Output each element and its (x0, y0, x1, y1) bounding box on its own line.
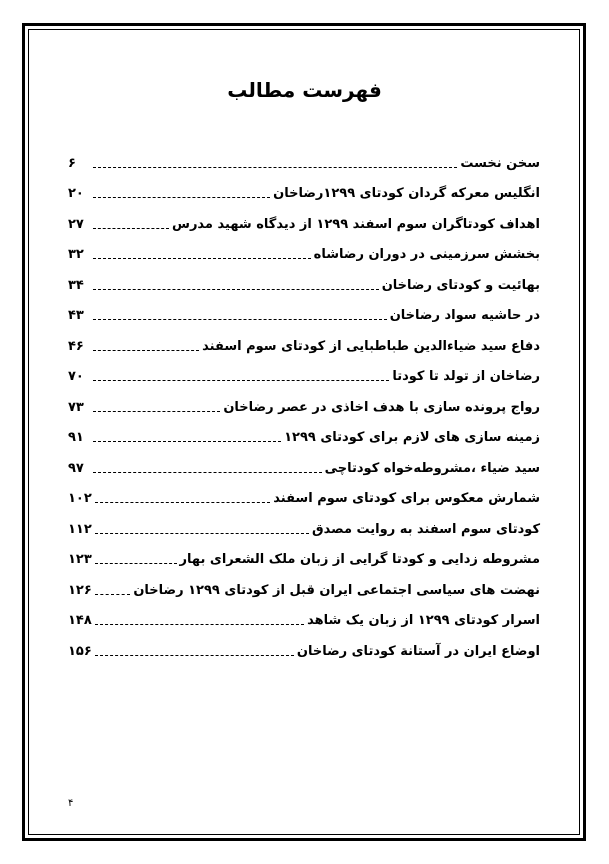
toc-entry (68, 179, 540, 210)
toc-entry-page: ۱۰۲ (68, 491, 92, 507)
toc-leader-dashes (93, 319, 387, 320)
toc-entry-label: رضاخان از تولد تا کودتا (392, 369, 540, 385)
toc-entry-label: اوضاع ایران در آستانة کودتای رضاخان (296, 643, 540, 659)
toc-entry-page: ۷۳ (68, 399, 84, 415)
toc-entry-label: سید ضیاء ،مشروطه‌خواه کودتاچی (324, 460, 540, 476)
toc-entry (68, 301, 540, 332)
toc-leader-dashes (93, 167, 457, 168)
toc-entry-label: کودتای سوم اسفند به روایت مصدق (312, 521, 540, 537)
toc-leader-dashes (93, 350, 199, 351)
toc-entry-page: ۱۵۶ (68, 643, 92, 659)
toc-entry-label: شمارش معکوس برای کودتای سوم اسفند (273, 491, 540, 507)
toc-entry (68, 240, 540, 271)
toc-entry (68, 484, 540, 515)
toc-leader-dashes (93, 289, 379, 290)
toc-leader-dashes (93, 258, 311, 259)
toc-entry (68, 392, 540, 423)
toc-entry-label: بخشش سرزمینی در دوران رضاشاه (313, 247, 540, 263)
toc-entry-page: ۱۱۲ (68, 521, 92, 537)
toc-entry-label: اهداف کودتاگران سوم اسفند ۱۲۹۹ از دیدگاه شهید مدرس (172, 216, 540, 232)
toc-entry (68, 636, 540, 667)
toc-entry-label: بهائیت و کودتای رضاخان (381, 277, 540, 293)
toc-leader-dashes (93, 411, 220, 412)
toc-entry-label: در حاشیه سواد رضاخان (389, 308, 540, 324)
toc-entry-page: ۲۰ (68, 186, 84, 202)
toc-entry (68, 148, 540, 179)
toc-entry-page: ۳۲ (68, 247, 84, 263)
toc-leader-dashes (95, 502, 270, 503)
toc-entry-page: ۲۷ (68, 216, 84, 232)
toc-entry (68, 453, 540, 484)
toc-leader-dashes (93, 380, 389, 381)
toc-entry-page: ۱۲۶ (68, 582, 92, 598)
toc-entry-page: ۴۳ (68, 308, 84, 324)
toc-entry-page: ۶ (68, 155, 76, 171)
toc-title: فهرست مطالب (227, 78, 382, 102)
toc-entry-page: ۱۴۸ (68, 613, 92, 629)
toc-leader-dashes (93, 472, 322, 473)
toc-entry (68, 209, 540, 240)
toc-entry-label: نهضت های سیاسی اجتماعی ایران قبل از کودتای ۱۲۹۹ رضاخان (133, 582, 540, 598)
toc-leader-dashes (93, 197, 270, 198)
toc-entry-label: زمینه سازی های لازم برای کودتای ۱۲۹۹ (284, 430, 540, 446)
page-number: ۴ (68, 798, 74, 809)
table-of-contents (68, 148, 540, 667)
toc-leader-dashes (95, 624, 304, 625)
toc-entry (68, 606, 540, 637)
toc-entry-page: ۳۴ (68, 277, 84, 293)
toc-entry-page: ۷۰ (68, 369, 84, 385)
toc-leader-dashes (95, 533, 309, 534)
toc-leader-dashes (95, 563, 177, 564)
toc-leader-dashes (95, 655, 294, 656)
toc-entry-page: ۱۲۳ (68, 552, 92, 568)
toc-entry-label: اسرار کودتای ۱۲۹۹ از زبان یک شاهد (307, 613, 540, 629)
toc-entry (68, 270, 540, 301)
toc-entry-page: ۴۶ (68, 338, 84, 354)
toc-leader-dashes (93, 228, 169, 229)
toc-entry (68, 423, 540, 454)
toc-entry-label: دفاع سید ضیاءالدین طباطبایی از کودتای سوم اسفند (202, 338, 540, 354)
toc-entry-label: انگلیس معرکه گردان کودتای ۱۲۹۹رضاخان (273, 186, 540, 202)
toc-entry-label: سخن نخست (460, 155, 540, 171)
toc-leader-dashes (95, 594, 131, 595)
toc-entry-page: ۹۱ (68, 430, 84, 446)
toc-entry (68, 514, 540, 545)
toc-leader-dashes (93, 441, 281, 442)
toc-entry (68, 545, 540, 576)
toc-entry (68, 331, 540, 362)
toc-entry-label: رواج پرونده سازی با هدف اخاذی در عصر رضاخان (223, 399, 540, 415)
toc-entry (68, 362, 540, 393)
toc-entry-label: مشروطه زدایی و کودتا گرایی از زبان ملک الشعرای بهار (179, 552, 540, 568)
toc-entry-page: ۹۷ (68, 460, 84, 476)
toc-entry (68, 575, 540, 606)
